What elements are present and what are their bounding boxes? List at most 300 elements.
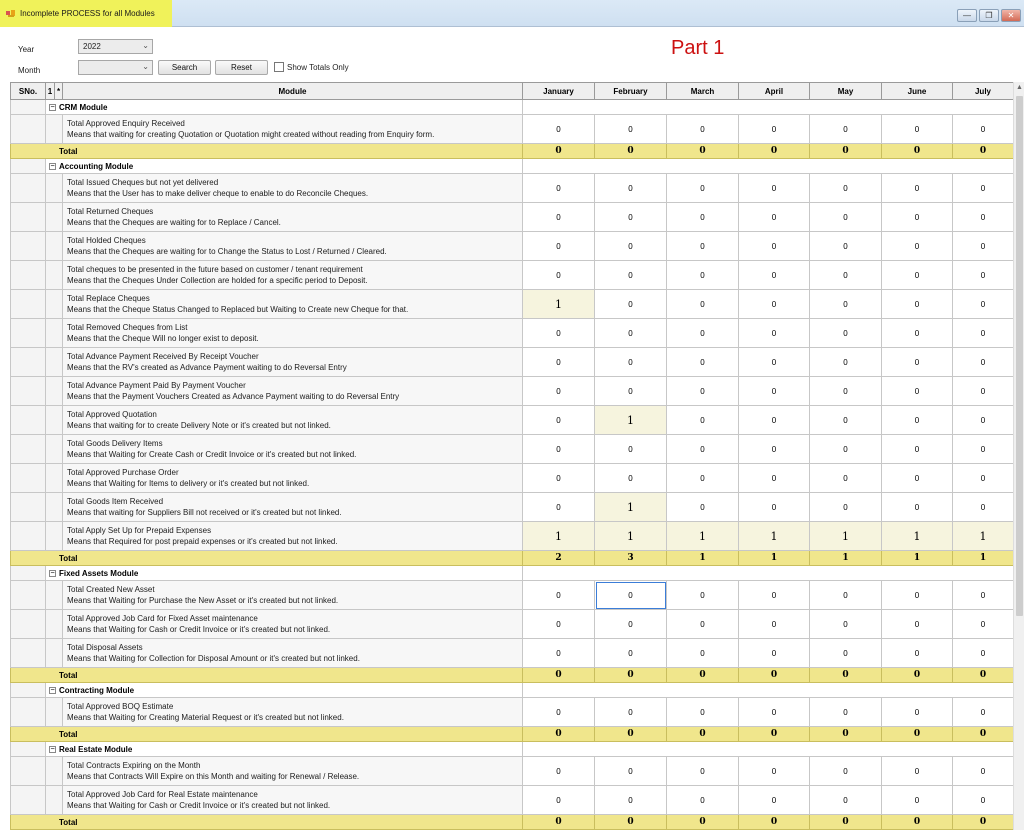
- module-cell[interactable]: [63, 319, 523, 348]
- value-cell[interactable]: 0: [810, 406, 882, 435]
- value-cell[interactable]: 0: [739, 610, 810, 639]
- value-cell[interactable]: 0: [739, 290, 810, 319]
- value-cell[interactable]: 0: [667, 261, 739, 290]
- value-cell[interactable]: 0: [953, 174, 1014, 203]
- value-cell[interactable]: 0: [667, 581, 739, 610]
- value-cell[interactable]: 0: [667, 319, 739, 348]
- table-row[interactable]: [11, 435, 1014, 464]
- sno-cell: [11, 406, 46, 435]
- value-cell[interactable]: 0: [523, 581, 595, 610]
- indent-cell: [46, 639, 63, 668]
- indent-cell: [46, 290, 63, 319]
- value-cell[interactable]: 0: [882, 493, 953, 522]
- value-cell[interactable]: 0: [667, 464, 739, 493]
- header-module[interactable]: Module: [63, 83, 523, 100]
- value-cell[interactable]: 0: [595, 435, 667, 464]
- value-cell[interactable]: 0: [667, 639, 739, 668]
- value-cell[interactable]: 1: [739, 522, 810, 551]
- row-title: Total Removed Cheques from List: [67, 323, 188, 332]
- indent-cell: [46, 757, 63, 786]
- value-cell[interactable]: 0: [595, 786, 667, 815]
- value-cell[interactable]: 1: [667, 522, 739, 551]
- value-cell[interactable]: 0: [882, 261, 953, 290]
- module-cell[interactable]: [63, 261, 523, 290]
- module-cell[interactable]: [63, 203, 523, 232]
- header-col-1[interactable]: 1: [46, 83, 55, 100]
- value-cell[interactable]: 0: [523, 435, 595, 464]
- value-cell[interactable]: 0: [882, 786, 953, 815]
- value-cell[interactable]: 0: [810, 639, 882, 668]
- module-cell[interactable]: [63, 232, 523, 261]
- value-cell[interactable]: 0: [882, 406, 953, 435]
- module-cell[interactable]: [63, 757, 523, 786]
- value-cell[interactable]: 0: [523, 698, 595, 727]
- value-cell[interactable]: 0: [523, 610, 595, 639]
- header-june[interactable]: June: [882, 83, 953, 100]
- group-row[interactable]: [11, 159, 1014, 174]
- total-row[interactable]: [11, 727, 1014, 742]
- table-row[interactable]: [11, 464, 1014, 493]
- total-cell[interactable]: 0: [810, 815, 882, 830]
- module-cell[interactable]: [63, 639, 523, 668]
- table-row[interactable]: [11, 698, 1014, 727]
- total-cell[interactable]: 0: [810, 144, 882, 159]
- value-cell[interactable]: 0: [523, 203, 595, 232]
- total-cell[interactable]: 0: [523, 815, 595, 830]
- total-cell[interactable]: 0: [523, 144, 595, 159]
- value-cell[interactable]: 1: [523, 290, 595, 319]
- value-cell[interactable]: 0: [882, 464, 953, 493]
- value-cell[interactable]: 0: [810, 786, 882, 815]
- total-cell[interactable]: 1: [810, 551, 882, 566]
- value-cell[interactable]: 0: [739, 786, 810, 815]
- row-description: Means that waiting for to create Delivery Note or it's created but not linked.: [67, 421, 331, 430]
- total-cell[interactable]: 3: [595, 551, 667, 566]
- table-row[interactable]: [11, 348, 1014, 377]
- value-cell[interactable]: 0: [595, 115, 667, 144]
- group-name-cell[interactable]: [46, 683, 523, 698]
- header-sno[interactable]: SNo.: [11, 83, 46, 100]
- value-cell[interactable]: 0: [882, 639, 953, 668]
- value-cell[interactable]: 0: [523, 406, 595, 435]
- value-cell[interactable]: 1: [882, 522, 953, 551]
- total-cell[interactable]: 1: [667, 551, 739, 566]
- value-cell[interactable]: 0: [595, 464, 667, 493]
- year-value: 2022: [83, 42, 101, 51]
- value-cell[interactable]: 0: [667, 610, 739, 639]
- value-cell[interactable]: 0: [667, 757, 739, 786]
- value-cell[interactable]: 0: [953, 786, 1014, 815]
- table-row[interactable]: [11, 786, 1014, 815]
- row-title: Total Approved Job Card for Fixed Asset maintenance: [67, 614, 258, 623]
- value-cell[interactable]: 0: [523, 115, 595, 144]
- group-name-cell[interactable]: [46, 566, 523, 581]
- value-cell[interactable]: 0: [523, 639, 595, 668]
- value-cell[interactable]: 0: [595, 757, 667, 786]
- row-description: Means that the Cheques are waiting for to Change the Status to Lost / Returned / Cleared.: [67, 247, 387, 256]
- total-cell[interactable]: 0: [953, 727, 1014, 742]
- restore-button[interactable]: ❐: [979, 9, 999, 22]
- value-cell[interactable]: 0: [953, 698, 1014, 727]
- table-row[interactable]: [11, 522, 1014, 551]
- group-row[interactable]: [11, 566, 1014, 581]
- table-row[interactable]: [11, 115, 1014, 144]
- value-cell[interactable]: 0: [810, 581, 882, 610]
- value-cell[interactable]: 0: [953, 377, 1014, 406]
- module-cell[interactable]: [63, 698, 523, 727]
- value-cell[interactable]: 0: [953, 232, 1014, 261]
- row-description: Means that the Cheques Under Collection are holded for a specific period to Deposit.: [67, 276, 368, 285]
- total-cell[interactable]: 0: [667, 144, 739, 159]
- value-cell[interactable]: 0: [882, 115, 953, 144]
- group-row[interactable]: [11, 742, 1014, 757]
- module-cell[interactable]: [63, 406, 523, 435]
- module-cell[interactable]: [63, 377, 523, 406]
- value-cell[interactable]: 1: [595, 522, 667, 551]
- row-title: Total Approved Quotation: [67, 410, 157, 419]
- row-title: Total Replace Cheques: [67, 294, 150, 303]
- value-cell[interactable]: 0: [667, 786, 739, 815]
- value-cell[interactable]: 0: [739, 348, 810, 377]
- total-cell[interactable]: 0: [523, 727, 595, 742]
- total-label: Total: [11, 551, 523, 566]
- year-select[interactable]: [78, 39, 153, 54]
- scroll-thumb[interactable]: [1016, 96, 1023, 616]
- value-cell[interactable]: 0: [810, 203, 882, 232]
- value-cell[interactable]: 0: [882, 174, 953, 203]
- total-cell[interactable]: 0: [739, 815, 810, 830]
- sno-cell: [11, 786, 46, 815]
- row-description: Means that the Cheque Status Changed to Replaced but Waiting to Create new Cheque for that.: [67, 305, 409, 314]
- show-totals-checkbox[interactable]: [274, 62, 284, 72]
- value-cell[interactable]: 0: [667, 698, 739, 727]
- value-cell[interactable]: 0: [523, 757, 595, 786]
- table-row[interactable]: [11, 232, 1014, 261]
- row-description: Means that Waiting for Items to delivery or it's created but not linked.: [67, 479, 310, 488]
- value-cell[interactable]: 0: [595, 174, 667, 203]
- table-row[interactable]: [11, 261, 1014, 290]
- value-cell[interactable]: 0: [882, 757, 953, 786]
- module-cell[interactable]: [63, 464, 523, 493]
- group-name-cell[interactable]: [46, 159, 523, 174]
- value-cell[interactable]: 0: [595, 232, 667, 261]
- close-button[interactable]: ✕: [1001, 9, 1021, 22]
- value-cell[interactable]: 0: [523, 232, 595, 261]
- indent-cell: [46, 203, 63, 232]
- total-cell[interactable]: 0: [882, 727, 953, 742]
- value-cell[interactable]: 0: [595, 348, 667, 377]
- total-cell[interactable]: 1: [882, 551, 953, 566]
- total-cell[interactable]: 0: [953, 668, 1014, 683]
- value-cell[interactable]: 0: [739, 232, 810, 261]
- module-cell[interactable]: [63, 174, 523, 203]
- sno-cell: [11, 377, 46, 406]
- value-cell[interactable]: 0: [595, 319, 667, 348]
- row-description: Means that the User has to make deliver cheque to enable to do Reconcile Cheques.: [67, 189, 369, 198]
- value-cell[interactable]: 0: [595, 203, 667, 232]
- value-cell[interactable]: 0: [882, 435, 953, 464]
- total-cell[interactable]: 0: [882, 144, 953, 159]
- header-february[interactable]: February: [595, 83, 667, 100]
- total-cell[interactable]: 0: [882, 815, 953, 830]
- value-cell[interactable]: 0: [953, 581, 1014, 610]
- value-cell[interactable]: 0: [953, 464, 1014, 493]
- total-cell[interactable]: 0: [810, 668, 882, 683]
- value-cell[interactable]: 0: [953, 203, 1014, 232]
- value-cell[interactable]: 0: [810, 464, 882, 493]
- value-cell[interactable]: 0: [810, 290, 882, 319]
- group-name-cell[interactable]: [46, 100, 523, 115]
- value-cell[interactable]: 0: [953, 261, 1014, 290]
- sno-cell: [11, 261, 46, 290]
- value-cell[interactable]: 0: [810, 435, 882, 464]
- value-cell[interactable]: 0: [667, 174, 739, 203]
- value-cell[interactable]: 0: [953, 319, 1014, 348]
- header-january[interactable]: January: [523, 83, 595, 100]
- header-may[interactable]: May: [810, 83, 882, 100]
- value-cell[interactable]: 0: [667, 493, 739, 522]
- value-cell[interactable]: 0: [595, 639, 667, 668]
- total-row[interactable]: [11, 815, 1014, 830]
- module-cell[interactable]: [63, 290, 523, 319]
- module-cell[interactable]: [63, 522, 523, 551]
- value-cell[interactable]: 0: [953, 610, 1014, 639]
- value-cell[interactable]: 0: [739, 464, 810, 493]
- minimize-button[interactable]: —: [957, 9, 977, 22]
- value-cell[interactable]: 0: [523, 261, 595, 290]
- value-cell[interactable]: 0: [953, 290, 1014, 319]
- value-cell[interactable]: 0: [882, 232, 953, 261]
- value-cell[interactable]: 0: [953, 406, 1014, 435]
- indent-cell: [46, 698, 63, 727]
- indent-cell: [46, 232, 63, 261]
- sno-cell: [11, 319, 46, 348]
- value-cell[interactable]: 0: [667, 115, 739, 144]
- value-cell[interactable]: 0: [667, 377, 739, 406]
- value-cell[interactable]: 0: [523, 319, 595, 348]
- table-row[interactable]: [11, 610, 1014, 639]
- value-cell[interactable]: 1: [523, 522, 595, 551]
- collapse-icon[interactable]: −: [50, 745, 55, 753]
- total-cell[interactable]: 2: [523, 551, 595, 566]
- table-row[interactable]: [11, 290, 1014, 319]
- value-cell[interactable]: 0: [810, 757, 882, 786]
- table-row[interactable]: [11, 174, 1014, 203]
- value-cell[interactable]: 0: [595, 698, 667, 727]
- module-cell[interactable]: [63, 786, 523, 815]
- total-row[interactable]: [11, 551, 1014, 566]
- value-cell[interactable]: 0: [667, 290, 739, 319]
- value-cell[interactable]: 0: [595, 581, 667, 610]
- value-cell[interactable]: 0: [882, 348, 953, 377]
- total-cell[interactable]: 0: [595, 815, 667, 830]
- sno-cell: [11, 348, 46, 377]
- value-cell[interactable]: 0: [882, 290, 953, 319]
- header-july[interactable]: July: [953, 83, 1014, 100]
- app-icon: [6, 9, 16, 18]
- value-cell[interactable]: 0: [810, 493, 882, 522]
- table-row[interactable]: [11, 406, 1014, 435]
- value-cell[interactable]: 0: [523, 464, 595, 493]
- value-cell[interactable]: 0: [523, 377, 595, 406]
- value-cell[interactable]: 0: [739, 319, 810, 348]
- total-cell[interactable]: 0: [523, 668, 595, 683]
- group-name-cell[interactable]: [46, 742, 523, 757]
- title-bar: [0, 0, 1024, 27]
- group-row[interactable]: [11, 100, 1014, 115]
- value-cell[interactable]: 0: [739, 581, 810, 610]
- indent-cell: [46, 786, 63, 815]
- value-cell[interactable]: 0: [882, 581, 953, 610]
- group-spacer-cell: [523, 159, 1014, 174]
- value-cell[interactable]: 0: [739, 435, 810, 464]
- total-cell[interactable]: 1: [953, 551, 1014, 566]
- value-cell[interactable]: 0: [882, 319, 953, 348]
- value-cell[interactable]: 0: [882, 377, 953, 406]
- value-cell[interactable]: 0: [739, 406, 810, 435]
- value-cell[interactable]: 0: [739, 377, 810, 406]
- total-cell[interactable]: 0: [739, 144, 810, 159]
- value-cell[interactable]: 0: [667, 406, 739, 435]
- value-cell[interactable]: 0: [810, 174, 882, 203]
- total-cell[interactable]: 0: [953, 815, 1014, 830]
- value-cell[interactable]: 1: [953, 522, 1014, 551]
- value-cell[interactable]: 0: [810, 115, 882, 144]
- value-cell[interactable]: 0: [739, 261, 810, 290]
- total-cell[interactable]: 0: [595, 668, 667, 683]
- value-cell[interactable]: 0: [739, 174, 810, 203]
- value-cell[interactable]: 0: [739, 757, 810, 786]
- value-cell[interactable]: 0: [667, 348, 739, 377]
- module-cell[interactable]: [63, 581, 523, 610]
- value-cell[interactable]: 0: [810, 377, 882, 406]
- value-cell[interactable]: 1: [595, 493, 667, 522]
- value-cell[interactable]: 0: [595, 261, 667, 290]
- total-cell[interactable]: 0: [810, 727, 882, 742]
- scroll-up-icon[interactable]: ▲: [1016, 84, 1023, 91]
- module-cell[interactable]: [63, 435, 523, 464]
- group-spacer-cell: [523, 683, 1014, 698]
- value-cell[interactable]: 0: [882, 610, 953, 639]
- row-title: Total Apply Set Up for Prepaid Expenses: [67, 526, 212, 535]
- value-cell[interactable]: 0: [667, 435, 739, 464]
- header-star[interactable]: *: [55, 83, 63, 100]
- total-row[interactable]: [11, 144, 1014, 159]
- total-row[interactable]: [11, 668, 1014, 683]
- value-cell[interactable]: 0: [739, 493, 810, 522]
- table-row[interactable]: [11, 639, 1014, 668]
- filter-panel: [0, 27, 1024, 82]
- value-cell[interactable]: 0: [810, 319, 882, 348]
- module-cell[interactable]: [63, 493, 523, 522]
- table-row[interactable]: [11, 581, 1014, 610]
- total-cell[interactable]: 0: [595, 144, 667, 159]
- value-cell[interactable]: 0: [810, 261, 882, 290]
- sno-cell: [11, 464, 46, 493]
- indent-cell: [46, 261, 63, 290]
- header-april[interactable]: April: [739, 83, 810, 100]
- group-spacer-cell: [523, 566, 1014, 581]
- value-cell[interactable]: 0: [595, 290, 667, 319]
- sno-cell: [11, 115, 46, 144]
- table-row[interactable]: [11, 493, 1014, 522]
- table-row[interactable]: [11, 319, 1014, 348]
- value-cell[interactable]: 0: [667, 203, 739, 232]
- value-cell[interactable]: 0: [523, 786, 595, 815]
- value-cell[interactable]: 0: [523, 174, 595, 203]
- total-cell[interactable]: 0: [953, 144, 1014, 159]
- month-select[interactable]: [78, 60, 153, 75]
- value-cell[interactable]: 0: [595, 610, 667, 639]
- value-cell[interactable]: 0: [953, 493, 1014, 522]
- year-label: Year: [18, 45, 35, 54]
- table-row[interactable]: [11, 377, 1014, 406]
- part-label: Part 1: [671, 37, 725, 59]
- reset-button[interactable]: Reset: [215, 60, 268, 75]
- table-row[interactable]: [11, 757, 1014, 786]
- value-cell[interactable]: 0: [595, 377, 667, 406]
- value-cell[interactable]: 0: [882, 203, 953, 232]
- total-cell[interactable]: 0: [667, 815, 739, 830]
- collapse-icon[interactable]: −: [50, 686, 55, 694]
- total-cell[interactable]: 1: [739, 551, 810, 566]
- value-cell[interactable]: 0: [739, 203, 810, 232]
- value-cell[interactable]: 0: [739, 639, 810, 668]
- value-cell[interactable]: 0: [739, 698, 810, 727]
- value-cell[interactable]: 1: [595, 406, 667, 435]
- module-cell[interactable]: [63, 115, 523, 144]
- vertical-scrollbar[interactable]: [1013, 82, 1024, 830]
- total-cell[interactable]: 0: [667, 668, 739, 683]
- value-cell[interactable]: 0: [882, 698, 953, 727]
- value-cell[interactable]: 0: [810, 698, 882, 727]
- header-march[interactable]: March: [667, 83, 739, 100]
- row-title: Total Goods Item Received: [67, 497, 164, 506]
- collapse-icon[interactable]: −: [50, 103, 55, 111]
- value-cell[interactable]: 0: [523, 348, 595, 377]
- value-cell[interactable]: 0: [953, 435, 1014, 464]
- value-cell[interactable]: 0: [810, 232, 882, 261]
- collapse-icon[interactable]: −: [50, 162, 55, 170]
- sno-cell: [11, 610, 46, 639]
- value-cell[interactable]: 0: [953, 757, 1014, 786]
- total-cell[interactable]: 0: [739, 727, 810, 742]
- module-cell[interactable]: [63, 348, 523, 377]
- value-cell[interactable]: 1: [810, 522, 882, 551]
- value-cell[interactable]: 0: [953, 348, 1014, 377]
- total-cell[interactable]: 0: [595, 727, 667, 742]
- total-cell[interactable]: 0: [882, 668, 953, 683]
- search-button[interactable]: Search: [158, 60, 211, 75]
- table-row[interactable]: [11, 203, 1014, 232]
- module-cell[interactable]: [63, 610, 523, 639]
- total-cell[interactable]: 0: [739, 668, 810, 683]
- group-row[interactable]: [11, 683, 1014, 698]
- value-cell[interactable]: 0: [667, 232, 739, 261]
- group-sno-cell: [11, 100, 46, 115]
- modules-grid: [10, 82, 1013, 830]
- value-cell[interactable]: 0: [810, 348, 882, 377]
- value-cell[interactable]: 0: [810, 610, 882, 639]
- value-cell[interactable]: 0: [739, 115, 810, 144]
- group-name: Accounting Module: [59, 161, 134, 171]
- value-cell[interactable]: 0: [953, 639, 1014, 668]
- total-cell[interactable]: 0: [667, 727, 739, 742]
- collapse-icon[interactable]: −: [50, 569, 55, 577]
- value-cell[interactable]: 0: [523, 493, 595, 522]
- value-cell[interactable]: 0: [953, 115, 1014, 144]
- indent-cell: [46, 174, 63, 203]
